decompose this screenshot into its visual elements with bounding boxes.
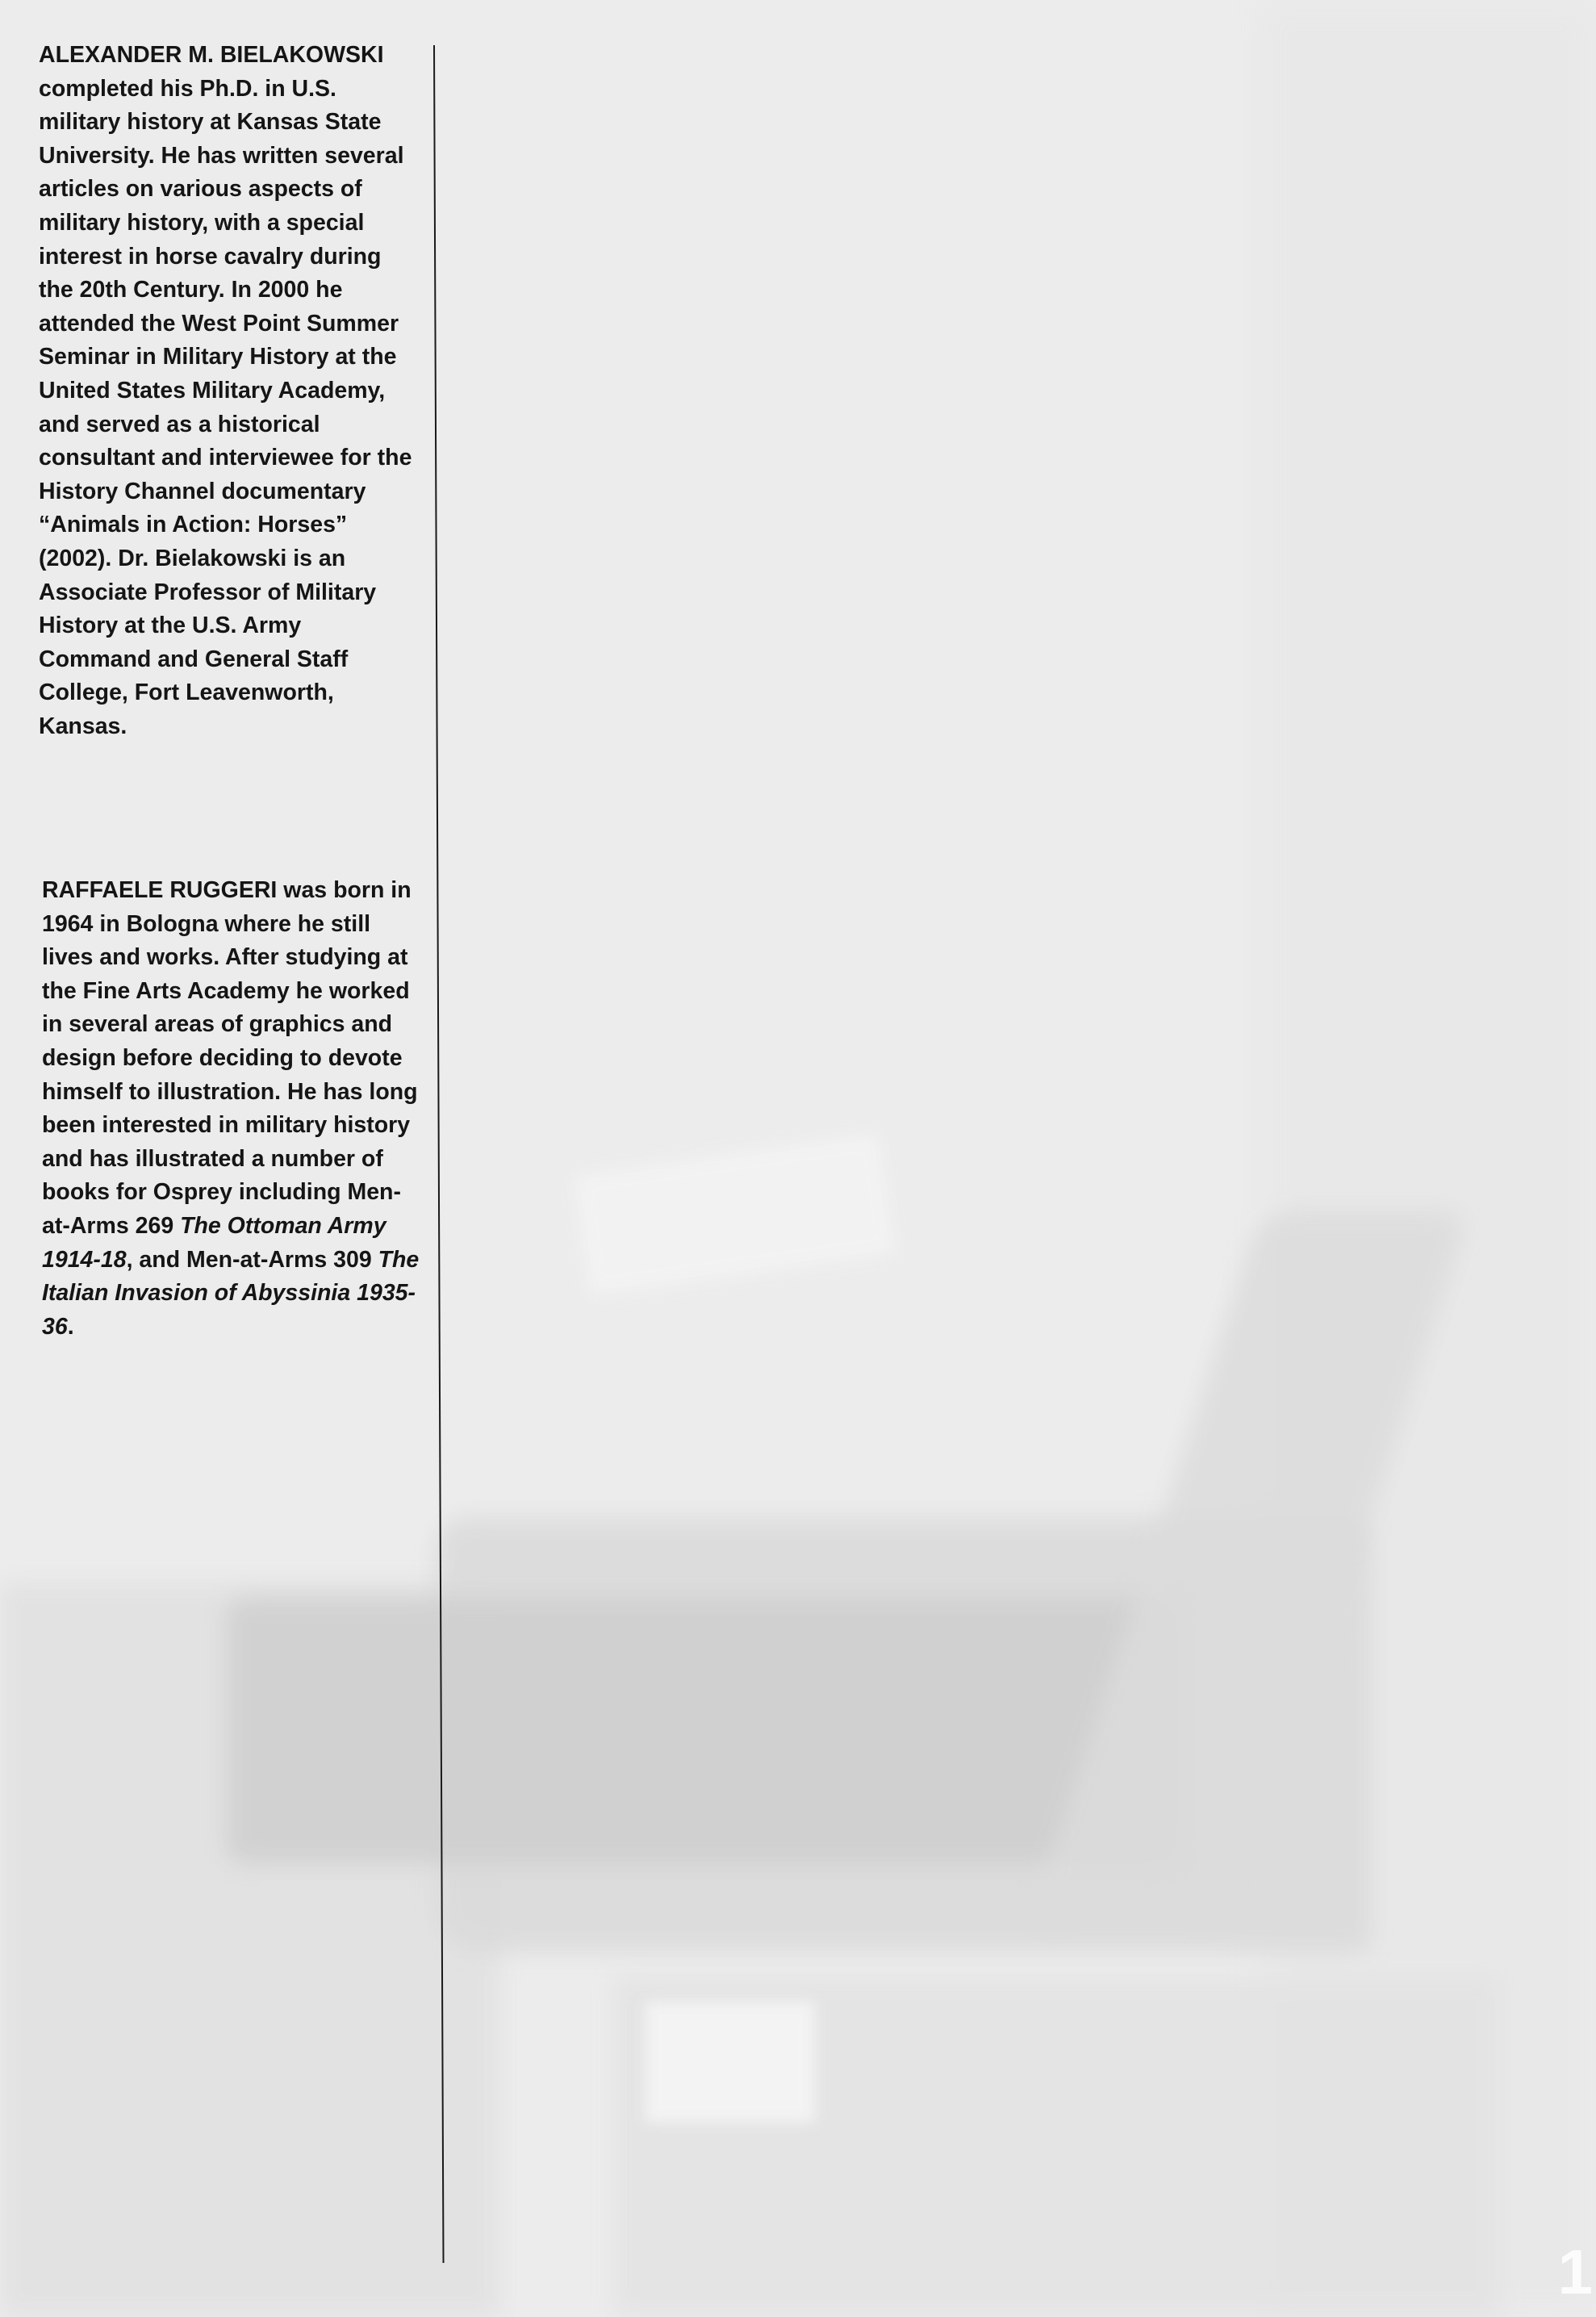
bio-paragraph (42, 874, 421, 1344)
bio-text: , and Men-at-Arms 309 (126, 1246, 378, 1273)
page-number: 1 (1557, 2236, 1593, 2307)
author-bio-ruggeri (42, 874, 421, 1344)
scan-highlight (574, 1133, 894, 1295)
bio-text: . (67, 1313, 74, 1340)
scan-highlight (646, 2001, 815, 2123)
bio-paragraph (39, 39, 418, 743)
book-title: The Ottoman Army 1914-18 (42, 1212, 386, 1273)
scan-shade (226, 1598, 1178, 1864)
author-bio-bielakowski (39, 39, 418, 743)
author-name: ALEXANDER M. BIELAKOWSKI (39, 42, 384, 68)
bio-text: was born in 1964 in Bologna where he still lives and works. After studying at the Fine Arts Academy he worked in several areas of graphics and design before deciding to devote himself to illustration. He has long been interested in military history and has illustrated a number of books for Osprey including Men-at-Arms 269 (42, 877, 418, 1239)
book-title: The Italian Invasion of Abyssinia 1935-36 (42, 1246, 420, 1340)
bio-text: completed his Ph.D. in U.S. military history at Kansas State University. He has written several articles on various aspects of military history, with a special interest in horse cavalry during the 20th Century. In 2000 he attended the West Point Summer Seminar in Military History at the United States Military Academy, and served as a historical consultant and interviewee for the History Channel documentary “Animals in Action: Horses” (2002). Dr. Bielakowski is an Associate Professor of Military History at the U.S. Army Command and General Staff College, Fort Leavenworth, Kansas. (39, 75, 412, 739)
scan-shade (1259, 0, 1596, 2317)
author-name: RAFFAELE RUGGERI (42, 877, 278, 903)
